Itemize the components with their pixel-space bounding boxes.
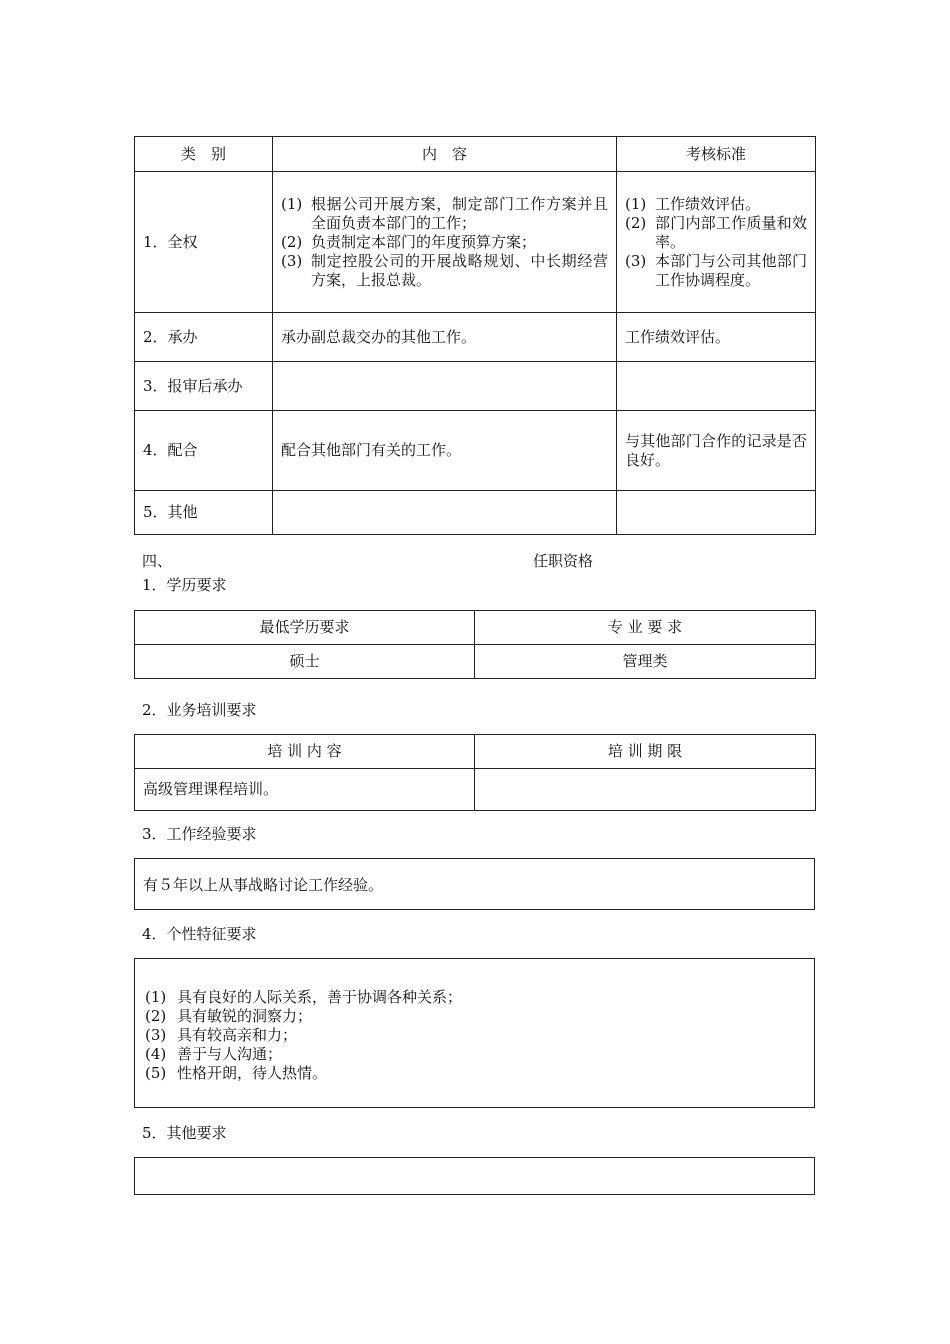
row-category: 5．其他 — [135, 491, 273, 535]
row-content: 配合其他部门有关的工作。 — [273, 411, 617, 491]
header-min-education: 最低学历要求 — [135, 611, 475, 645]
header-criteria: 考核标准 — [617, 137, 816, 172]
list-item: (3) 具有较高亲和力； — [145, 1026, 298, 1044]
experience-heading: 3．工作经验要求 — [142, 825, 257, 843]
row-criteria — [617, 172, 816, 313]
section-title: 任职资格 — [533, 552, 594, 570]
header-training-content: 培 训 内 容 — [135, 735, 475, 769]
authority-table — [134, 136, 816, 535]
list-item: (2) 具有敏锐的洞察力； — [145, 1007, 313, 1025]
row-criteria — [617, 362, 816, 411]
personality-list — [145, 988, 462, 1083]
training-table — [134, 734, 816, 811]
list-item: (2) 负责制定本部门的年度预算方案； — [281, 232, 537, 251]
experience-text: 有５年以上从事战略讨论工作经验。 — [143, 875, 384, 894]
table-header-row — [135, 137, 816, 172]
row-criteria: 与其他部门合作的记录是否良好。 — [617, 411, 816, 491]
row-category: 2．承办 — [135, 313, 273, 362]
row-criteria — [617, 491, 816, 535]
header-major: 专 业 要 求 — [475, 611, 816, 645]
table-row — [135, 313, 816, 362]
row-criteria: 工作绩效评估。 — [617, 313, 816, 362]
experience-box — [134, 858, 815, 910]
row-category: 3．报审后承办 — [135, 362, 273, 411]
table-row — [135, 411, 816, 491]
major-value: 管理类 — [475, 645, 816, 679]
header-content: 内 容 — [273, 137, 617, 172]
row-category: 1．全权 — [135, 172, 273, 313]
list-item: (3) 制定控股公司的开展战略规划、中长期经营方案，上报总裁。 — [281, 251, 608, 289]
list-item: (1) 根据公司开展方案，制定部门工作方案并且全面负责本部门的工作； — [281, 194, 608, 232]
training-content-value: 高级管理课程培训。 — [135, 769, 475, 811]
table-row — [135, 362, 816, 411]
table-row — [135, 645, 816, 679]
row-content — [273, 491, 617, 535]
other-box — [134, 1157, 815, 1195]
table-row — [135, 491, 816, 535]
training-heading: 2．业务培训要求 — [142, 701, 257, 719]
personality-box — [134, 958, 815, 1108]
list-item: (5) 性格开朗，待人热情。 — [145, 1064, 328, 1082]
list-item: (2) 部门内部工作质量和效率。 — [625, 213, 807, 251]
list-item: (4) 善于与人沟通； — [145, 1045, 283, 1063]
table-header-row — [135, 611, 816, 645]
section-number: 四、 — [142, 552, 173, 570]
table-row — [135, 172, 816, 313]
header-category: 类 别 — [135, 137, 273, 172]
list-item: (1) 工作绩效评估。 — [625, 194, 761, 213]
list-item: (3) 本部门与公司其他部门工作协调程度。 — [625, 251, 807, 289]
header-training-period: 培 训 期 限 — [475, 735, 816, 769]
row-content: 承办副总裁交办的其他工作。 — [273, 313, 617, 362]
list-item: (1) 具有良好的人际关系，善于协调各种关系； — [145, 988, 463, 1006]
table-row — [135, 769, 816, 811]
row-content — [273, 172, 617, 313]
min-education-value: 硕士 — [135, 645, 475, 679]
other-text — [135, 1167, 143, 1185]
row-content — [273, 362, 617, 411]
personality-heading: 4．个性特征要求 — [142, 925, 257, 943]
table-header-row — [135, 735, 816, 769]
training-period-value — [475, 769, 816, 811]
education-table — [134, 610, 816, 679]
other-heading: 5．其他要求 — [142, 1124, 227, 1142]
row-category: 4．配合 — [135, 411, 273, 491]
education-heading: 1．学历要求 — [142, 576, 227, 594]
